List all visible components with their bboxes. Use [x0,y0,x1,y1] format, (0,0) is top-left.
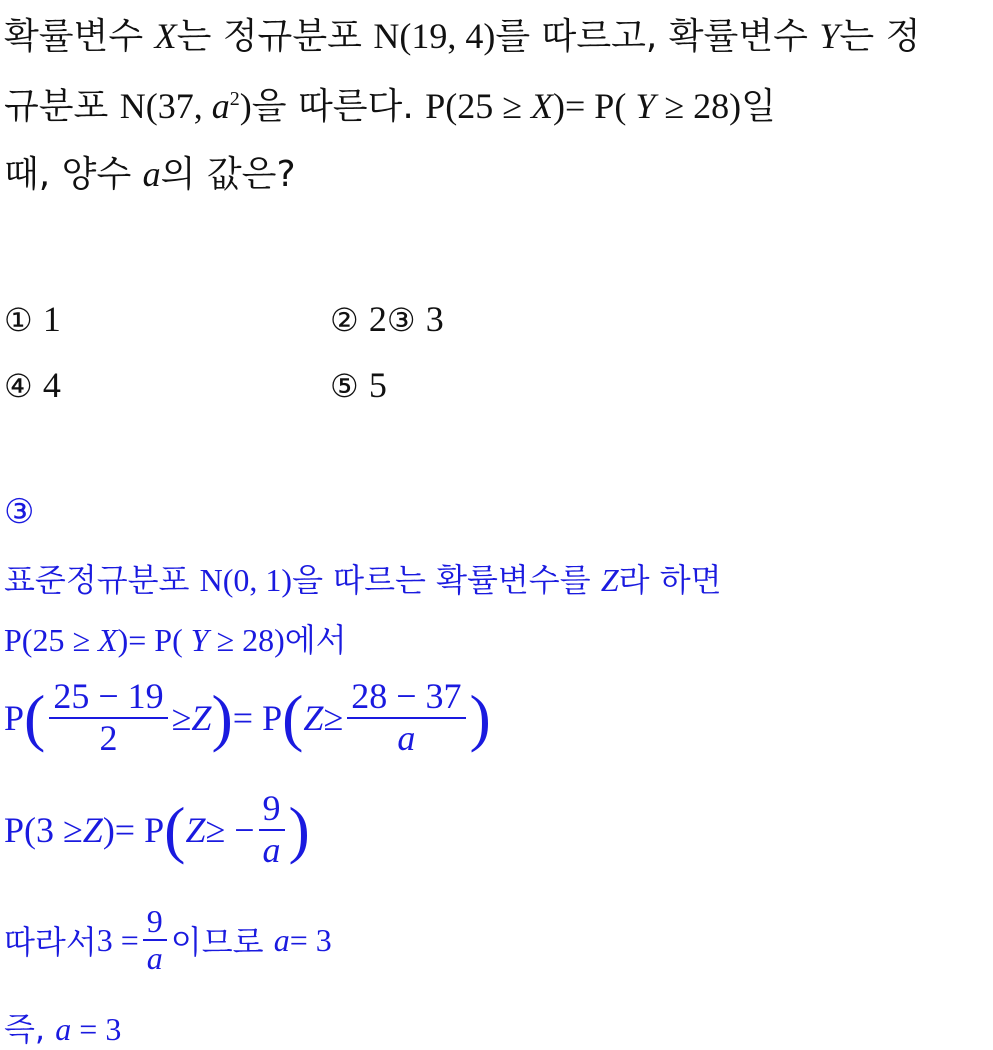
math-var: Y [819,16,840,56]
option-5[interactable] [330,364,387,406]
math-expr: P [4,698,25,738]
math-expr: )= P [102,810,165,850]
question-text: 의 값은? [160,154,296,195]
fraction-numerator: 9 [143,904,167,941]
fraction [143,904,167,976]
question-line-3 [4,146,296,197]
math-expr: N(0, 1) [199,562,293,598]
math-var: a [55,1011,72,1047]
math-expr: = 3 [71,1011,122,1047]
solution-text: 따라서 [4,923,97,961]
math-var: Y [635,86,656,126]
fraction-denominator: 2 [99,718,118,758]
solution-line-6 [4,1004,121,1050]
solution-text: 이므로 [170,923,264,961]
question-line-2 [4,78,776,129]
option-marker: ④ [4,367,33,405]
question-text: 때, 양수 [4,154,143,195]
option-marker: ⑤ [330,367,359,405]
left-paren: ( [24,682,46,753]
math-var: a [211,86,230,126]
option-4[interactable] [4,364,61,406]
left-paren: ( [282,682,304,753]
solution-line-2 [4,615,347,661]
math-expr: 3 = [96,921,139,958]
fraction-denominator: a [146,940,163,976]
solution-text: 라 하면 [618,561,722,599]
math-expr: ) [239,86,252,126]
math-expr: ≥ [171,698,192,738]
option-value: 5 [368,365,387,405]
math-expr: P(25 ≥ [4,622,99,658]
answer-marker: ③ [4,492,35,532]
math-var: Y [190,622,209,658]
math-expr: P(25 ≥ [425,86,531,126]
fraction-numerator: 28 − 37 [347,677,465,719]
option-marker: ① [4,301,33,339]
fraction-denominator: a [262,830,281,870]
question-text: 는 정규분포 [176,16,374,57]
fraction-numerator: 9 [259,789,285,831]
math-expr: = P [232,698,283,738]
option-value: 4 [42,365,61,405]
fraction [259,789,285,870]
math-var: X [98,622,118,658]
question-text: 는 정 [839,16,921,57]
math-expr: ≥ 28) [655,86,742,126]
question-text: 일 [741,86,776,127]
math-var: a [142,154,161,194]
option-value: 1 [42,299,61,339]
solution-line-4 [4,784,310,876]
math-expr: N(19, 4) [373,16,496,56]
math-exponent: 2 [229,88,240,110]
math-expr: P(3 ≥ [4,810,83,850]
solution-text: 표준정규분포 [4,561,200,599]
math-var: a [273,921,290,958]
option-2[interactable] [330,298,444,340]
math-expr: )= P( [553,86,636,126]
fraction [347,677,465,758]
question-line-1 [4,8,920,59]
solution-text: 에서 [284,621,347,659]
right-paren: ) [288,794,310,865]
question-text: 를 따르고, 확률변수 [495,16,820,57]
question-text: 을 따른다. [251,86,426,127]
option-1[interactable] [4,298,61,340]
option-value: 2 [368,299,387,339]
option-marker: ③ [386,301,416,339]
math-var: Z [600,562,619,598]
left-paren: ( [164,794,186,865]
math-var: Z [185,810,206,850]
option-marker: ② [330,301,359,339]
math-var: Z [82,810,103,850]
math-expr: ≥ [323,698,344,738]
right-paren: ) [469,682,491,753]
solution-line-5 [4,895,332,985]
math-expr: )= P( [117,622,191,658]
question-text: 규분포 [4,86,120,127]
math-expr: ≥ − [205,810,255,850]
math-var: Z [191,698,212,738]
solution-line-3 [4,672,491,764]
math-expr: ≥ 28) [208,622,285,658]
option-value: 3 [425,299,444,339]
right-paren: ) [211,682,233,753]
math-expr: = 3 [289,921,332,958]
math-var: Z [303,698,324,738]
fraction-denominator: a [397,718,416,758]
math-var: X [154,16,177,56]
math-var: X [531,86,553,126]
question-text: 확률변수 [4,16,155,57]
fraction [49,677,167,758]
math-expr: N(37, [119,86,212,126]
solution-text: 을 따르는 확률변수를 [292,561,601,599]
solution-text: 즉, [4,1010,56,1048]
solution-line-1 [4,555,722,601]
fraction-numerator: 25 − 19 [49,677,167,719]
